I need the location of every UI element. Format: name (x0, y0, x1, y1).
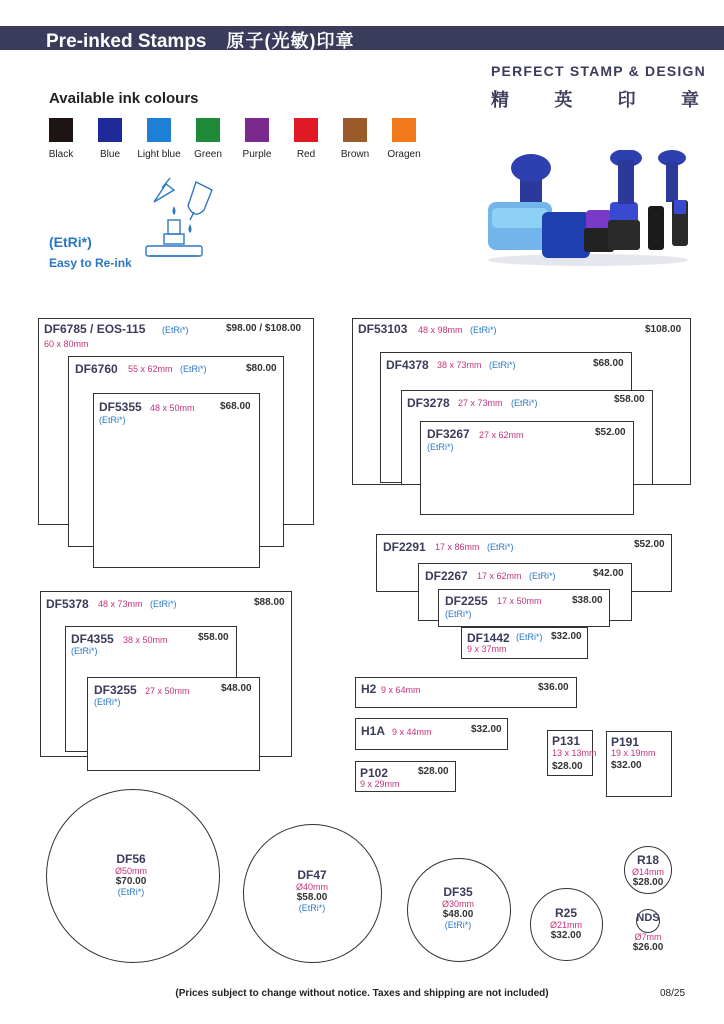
etri-label: (EtRi*) (298, 903, 326, 913)
stamp-price: $26.00 (632, 942, 664, 953)
stamp-size: 9 x 37mm (467, 644, 507, 654)
stamp-price: $28.00 (552, 761, 583, 772)
swatch-purple (245, 118, 269, 142)
stamp-code: P102 (360, 766, 389, 780)
stamp-size: 17 x 86mm (435, 542, 480, 552)
swatch-light-blue (147, 118, 171, 142)
stamp-size: 27 x 73mm (458, 398, 503, 408)
ink-colours-title: Available ink colours (49, 90, 199, 107)
stamp-code: DF35 (443, 885, 473, 899)
stamp-price: $48.00 (442, 909, 474, 920)
stamp-code: DF3267 (427, 427, 470, 441)
swatch-orange (392, 118, 416, 142)
reink-icon (140, 176, 220, 270)
stamp-size: Ø50mm (114, 866, 147, 876)
stamp-price: $58.00 (198, 632, 229, 643)
stamp-size: 9 x 44mm (392, 727, 432, 737)
stamp-info-r18 (626, 853, 670, 888)
stamp-code: DF4378 (386, 358, 429, 372)
swatch-label: Black (48, 149, 74, 160)
stamp-code: DF5355 (99, 400, 142, 414)
stamp-info-df56 (93, 852, 169, 897)
page-title-en: Pre-inked Stamps (46, 31, 207, 52)
etri-label: (EtRi*) (71, 646, 98, 656)
etri-label: (EtRi*) (489, 360, 516, 370)
stamp-code: DF2255 (445, 594, 488, 608)
swatch-label: Green (194, 149, 222, 160)
stamp-size: 27 x 50mm (145, 686, 190, 696)
brand-cn (491, 86, 699, 112)
swatch-label: Light blue (137, 149, 181, 160)
stamp-code: NDS (636, 912, 660, 924)
stamp-code: DF3255 (94, 683, 137, 697)
swatch-label: Red (296, 149, 316, 160)
stamp-size: 19 x 19mm (611, 748, 656, 758)
swatch-red (294, 118, 318, 142)
swatch-blue (98, 118, 122, 142)
swatch-label: Blue (99, 149, 120, 160)
stamp-price: $108.00 (645, 324, 682, 335)
etri-label: (EtRi*) (516, 632, 543, 642)
brand-cn-char: 印 (617, 90, 636, 110)
stamp-code: P131 (552, 734, 581, 748)
stamp-info-df47 (272, 868, 352, 913)
brand-cn-char: 英 (554, 90, 573, 110)
stamp-price: $58.00 (614, 394, 645, 405)
stamp-info-df35 (418, 885, 498, 930)
stamp-size: 9 x 64mm (381, 685, 421, 695)
stamp-size: 27 x 62mm (479, 430, 524, 440)
etri-label: (EtRi*) (99, 415, 126, 425)
stamp-size: 17 x 50mm (497, 596, 542, 606)
stamp-code: DF1442 (467, 631, 510, 645)
brand-name: PERFECT STAMP & DESIGN (491, 63, 706, 79)
stamp-price: $52.00 (595, 427, 626, 438)
page-title-cn: 原子(光敏)印章 (226, 31, 355, 51)
stamp-price: $32.00 (471, 724, 502, 735)
stamp-code: H1A (361, 724, 386, 738)
stamp-size: 48 x 50mm (150, 403, 195, 413)
etri-label: (EtRi*) (180, 364, 207, 374)
swatch-label: Oragen (387, 149, 421, 160)
stamp-price: $48.00 (221, 683, 252, 694)
etri-label: (EtRi*) (511, 398, 538, 408)
stamp-code: DF3278 (407, 396, 450, 410)
page-title (46, 27, 355, 53)
stamp-price: $98.00 / $108.00 (226, 323, 302, 334)
stamp-size: 13 x 13mm (552, 748, 597, 758)
stamp-price: $70.00 (115, 876, 147, 887)
stamp-size: 38 x 73mm (437, 360, 482, 370)
easy-reink-text: Easy to Re-ink (49, 256, 132, 270)
stamp-price: $68.00 (593, 358, 624, 369)
stamp-products-photo (480, 150, 695, 268)
swatch-label: Brown (340, 149, 370, 160)
stamp-size: 48 x 98mm (418, 325, 463, 335)
etri-label: (EtRi*) (487, 542, 514, 552)
stamp-size: 9 x 29mm (360, 779, 400, 789)
stamp-code: DF53103 (358, 322, 408, 336)
etri-label: (EtRi*) (427, 442, 454, 452)
stamp-size: Ø21mm (549, 920, 582, 930)
stamp-code: DF6760 (75, 362, 118, 376)
stamp-price: $58.00 (296, 892, 328, 903)
stamp-code: DF5378 (46, 597, 89, 611)
stamp-price: $68.00 (220, 401, 251, 412)
etri-label: (EtRi*) (529, 571, 556, 581)
swatch-label: Purple (242, 149, 272, 160)
stamp-size: 55 x 62mm (128, 364, 173, 374)
stamp-info-r25 (536, 906, 596, 941)
stamp-info-nds (618, 912, 678, 953)
stamp-price: $28.00 (632, 877, 664, 888)
stamp-price: $38.00 (572, 595, 603, 606)
stamp-price: $80.00 (246, 363, 277, 374)
page-number: 08/25 (660, 988, 686, 999)
stamp-code: DF2267 (425, 569, 468, 583)
brand-cn-char: 精 (491, 90, 509, 110)
stamp-size: 48 x 73mm (98, 599, 143, 609)
stamp-size: Ø7mm (634, 932, 662, 942)
stamp-price: $42.00 (593, 568, 624, 579)
stamp-code: DF47 (297, 868, 327, 882)
stamp-code: DF2291 (383, 540, 426, 554)
etri-label: (EtRi*) (444, 920, 472, 930)
stamp-code: DF4355 (71, 632, 114, 646)
etri-label: (EtRi*) (117, 887, 145, 897)
stamp-code: R18 (636, 853, 659, 867)
swatch-black (49, 118, 73, 142)
etri-label: (EtRi*) (94, 697, 121, 707)
etri-label: (EtRi*) (445, 609, 472, 619)
stamp-code: DF56 (116, 852, 146, 866)
etri-label: (EtRi*) (162, 325, 189, 335)
swatch-green (196, 118, 220, 142)
stamp-price: $28.00 (418, 766, 449, 777)
footer-note: (Prices subject to change without notice. Taxes and shipping are not included) (175, 988, 549, 999)
etri-label: (EtRi*) (150, 599, 177, 609)
stamp-size: 60 x 80mm (44, 339, 89, 349)
stamp-price: $32.00 (550, 930, 582, 941)
stamp-price: $36.00 (538, 682, 569, 693)
stamp-size: 38 x 50mm (123, 635, 168, 645)
stamp-code: R25 (554, 906, 577, 920)
etri-label: (EtRi*) (470, 325, 497, 335)
stamp-size: Ø14mm (631, 867, 664, 877)
stamp-size: 17 x 62mm (477, 571, 522, 581)
stamp-size: Ø40mm (295, 882, 328, 892)
stamp-price: $52.00 (634, 539, 665, 550)
stamp-code: P191 (611, 735, 640, 749)
stamp-size: Ø30mm (441, 899, 474, 909)
stamp-code: DF6785 / EOS-115 (44, 322, 146, 336)
brand-cn-char: 章 (680, 90, 699, 110)
stamp-code: H2 (361, 682, 377, 696)
stamp-price: $88.00 (254, 597, 285, 608)
swatch-brown (343, 118, 367, 142)
etri-heading: (EtRi*) (49, 234, 92, 250)
stamp-price: $32.00 (551, 631, 582, 642)
stamp-price: $32.00 (611, 760, 642, 771)
